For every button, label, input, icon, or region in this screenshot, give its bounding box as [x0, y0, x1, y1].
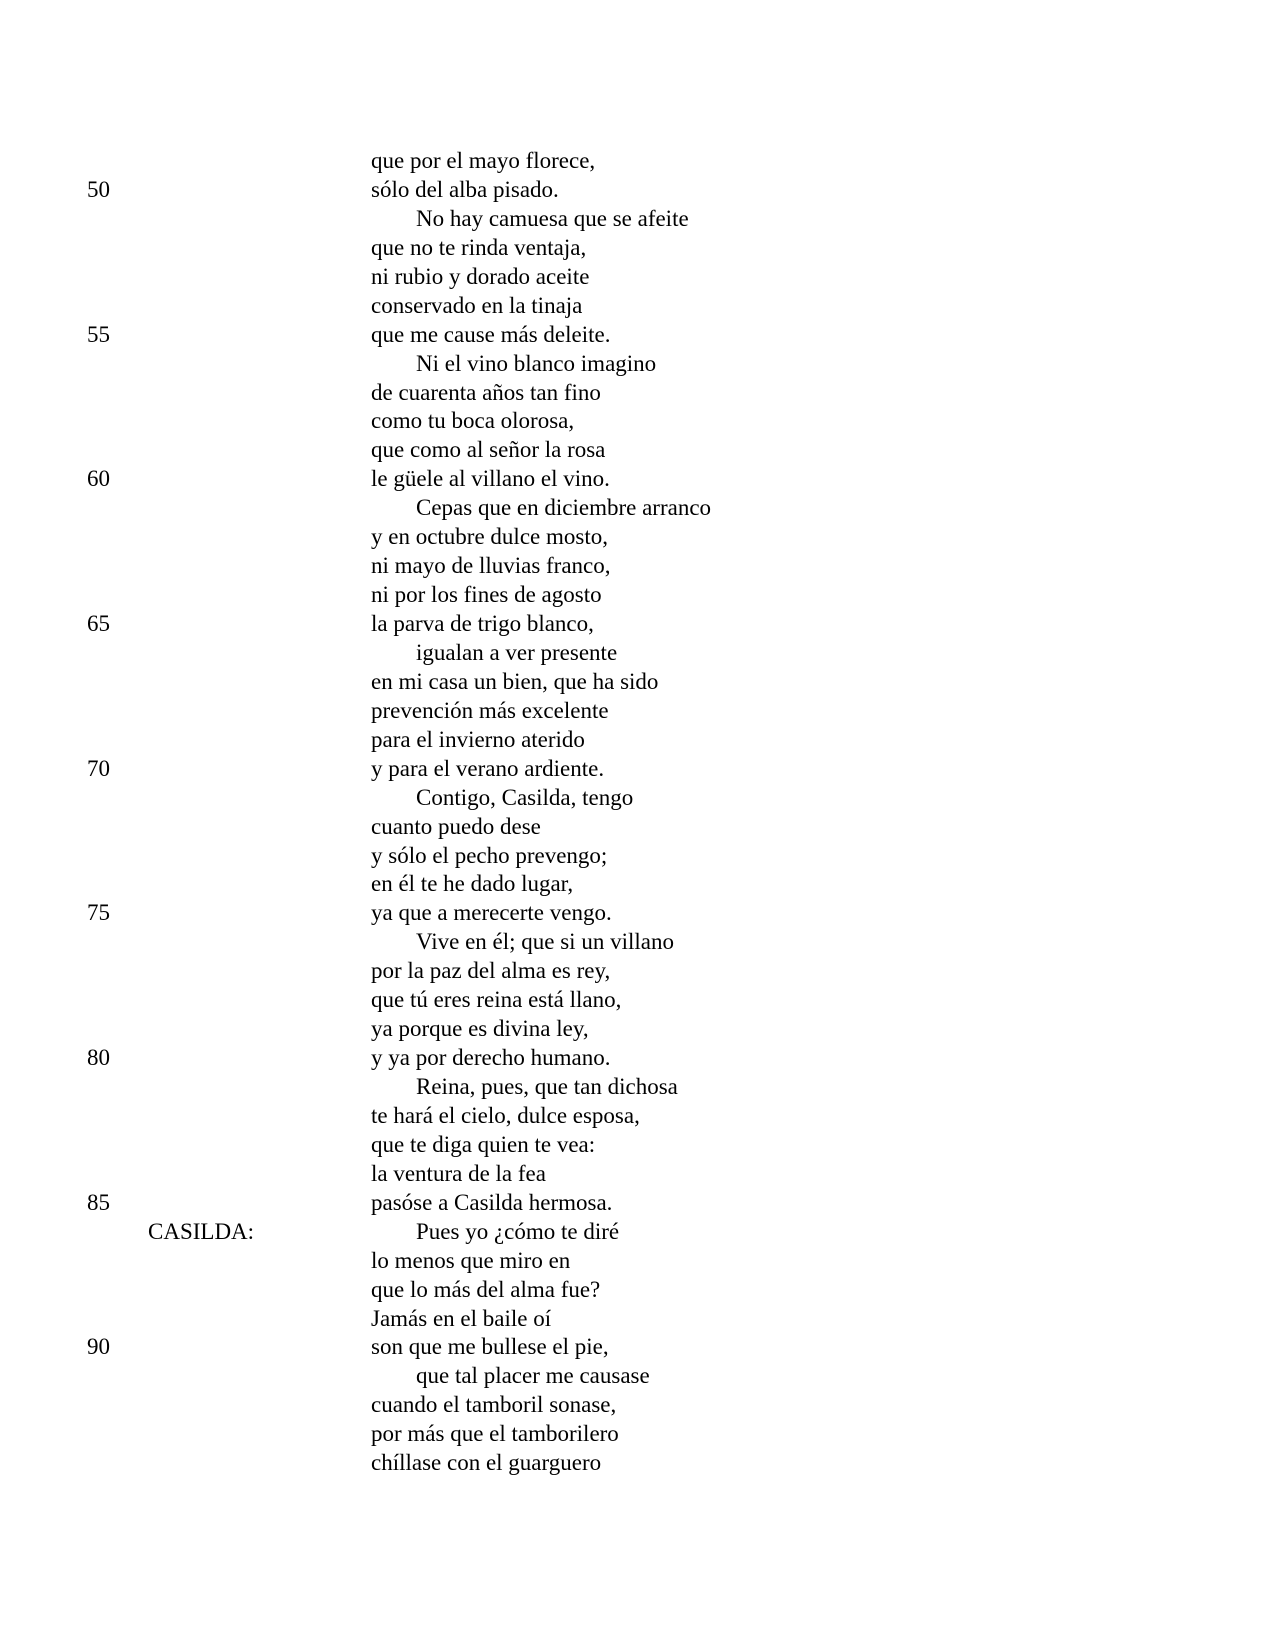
line-number: 50 [87, 176, 110, 202]
verse-line [0, 842, 1275, 871]
verse-line [0, 176, 1275, 205]
verse-line [0, 1218, 1275, 1247]
verse-text: Vive en él; que si un villano [416, 929, 674, 955]
verse-text: en mi casa un bien, que ha sido [371, 668, 659, 694]
verse-text: prevención más excelente [371, 697, 609, 723]
verse-text: que me cause más deleite. [371, 321, 611, 347]
line-number: 60 [87, 466, 110, 492]
line-number: 90 [87, 1334, 110, 1360]
verse-line [0, 639, 1275, 668]
verse-text: la parva de trigo blanco, [371, 611, 594, 636]
verse-line [0, 813, 1275, 842]
verse-line [0, 292, 1275, 321]
verse-text: pasóse a Casilda hermosa. [371, 1189, 613, 1215]
verse-line [0, 1160, 1275, 1189]
verse-line [0, 1420, 1275, 1449]
verse-text: ya porque es divina ley, [371, 1016, 589, 1042]
verse-text: en él te he dado lugar, [371, 871, 574, 897]
verse-text: la ventura de la fea [371, 1160, 546, 1186]
verse-text: Contigo, Casilda, tengo [416, 784, 634, 810]
verse-text: como tu boca olorosa, [371, 408, 575, 434]
verse-line [0, 1305, 1275, 1334]
verse-line [0, 1247, 1275, 1276]
verse-line [0, 986, 1275, 1015]
line-number: 80 [87, 1045, 110, 1071]
verse-line [0, 263, 1275, 292]
verse-text: sólo del alba pisado. [371, 176, 559, 202]
verse-text: Ni el vino blanco imagino [416, 350, 657, 376]
verse-text: le güele al villano el vino. [371, 466, 610, 492]
verse-text: igualan a ver presente [416, 639, 618, 665]
line-number: 85 [87, 1189, 110, 1215]
verse-text: No hay camuesa que se afeite [416, 205, 689, 231]
verse-text: ni por los fines de agosto [371, 582, 602, 608]
verse-line [0, 494, 1275, 523]
verse-line [0, 1333, 1275, 1362]
verse-text: por más que el tamborilero [371, 1421, 619, 1447]
verse-text: conservado en la tinaja [371, 292, 583, 318]
verse-line [0, 1362, 1275, 1391]
verse-text: para el invierno aterido [371, 726, 585, 752]
verse-line [0, 1276, 1275, 1305]
verse-text: Jamás en el baile oí [371, 1305, 552, 1331]
verse-line [0, 1073, 1275, 1102]
verse-line [0, 870, 1275, 899]
verse-line [0, 1044, 1275, 1073]
verse-text: ni rubio y dorado aceite [371, 263, 590, 289]
verse-line [0, 465, 1275, 494]
verse-line [0, 407, 1275, 436]
verse-line [0, 350, 1275, 379]
speaker-name: CASILDA: [148, 1218, 255, 1244]
verse-text: por la paz del alma es rey, [371, 958, 611, 984]
verse-text: son que me bullese el pie, [371, 1334, 609, 1360]
verse-line [0, 147, 1275, 176]
verse-line [0, 1189, 1275, 1218]
verse-line [0, 957, 1275, 986]
verse-line [0, 1102, 1275, 1131]
verse-line [0, 436, 1275, 465]
verse-text: que no te rinda ventaja, [371, 234, 587, 260]
verse-line [0, 552, 1275, 581]
verse-line [0, 1391, 1275, 1420]
verse-text: y ya por derecho humano. [371, 1045, 611, 1071]
verse-text: que por el mayo florece, [371, 148, 596, 173]
verse-text: lo menos que miro en [371, 1247, 571, 1273]
verse-text: Pues yo ¿cómo te diré [416, 1218, 620, 1244]
line-number: 75 [87, 900, 110, 926]
verse-line [0, 1131, 1275, 1160]
verse-line [0, 379, 1275, 408]
verse-line [0, 1449, 1275, 1478]
verse-line [0, 784, 1275, 813]
verse-text: que te diga quien te vea: [371, 1131, 596, 1157]
verse-text: y para el verano ardiente. [371, 755, 605, 781]
verse-line [0, 668, 1275, 697]
line-number: 65 [87, 611, 110, 636]
verse-line [0, 581, 1275, 610]
verse-text: que lo más del alma fue? [371, 1276, 601, 1302]
verse-line [0, 1015, 1275, 1044]
verse-line [0, 928, 1275, 957]
verse-text: Cepas que en diciembre arranco [416, 495, 712, 521]
verse-text: que tú eres reina está llano, [371, 987, 622, 1013]
verse-line [0, 205, 1275, 234]
verse-text: cuanto puedo dese [371, 813, 541, 839]
verse-text: chíllase con el guarguero [371, 1450, 602, 1476]
verse-text: que tal placer me causase [416, 1363, 650, 1389]
verse-text: que como al señor la rosa [371, 437, 606, 463]
verse-line [0, 321, 1275, 350]
verse-text: ya que a merecerte vengo. [371, 900, 612, 926]
line-number: 70 [87, 755, 110, 781]
line-number: 55 [87, 321, 110, 347]
verse-line [0, 523, 1275, 552]
verse-text: ni mayo de lluvias franco, [371, 553, 611, 579]
verse-line [0, 899, 1275, 928]
verse-line [0, 610, 1275, 639]
verse-line [0, 726, 1275, 755]
verse-text: Reina, pues, que tan dichosa [416, 1074, 678, 1099]
verse-text: y en octubre dulce mosto, [371, 524, 608, 550]
verse-line [0, 697, 1275, 726]
verse-line [0, 234, 1275, 263]
verse-block [0, 147, 1275, 1478]
verse-text: te hará el cielo, dulce esposa, [371, 1102, 640, 1128]
verse-text: de cuarenta años tan fino [371, 379, 601, 405]
verse-line [0, 755, 1275, 784]
verse-text: cuando el tamboril sonase, [371, 1392, 617, 1418]
verse-text: y sólo el pecho prevengo; [371, 842, 608, 868]
